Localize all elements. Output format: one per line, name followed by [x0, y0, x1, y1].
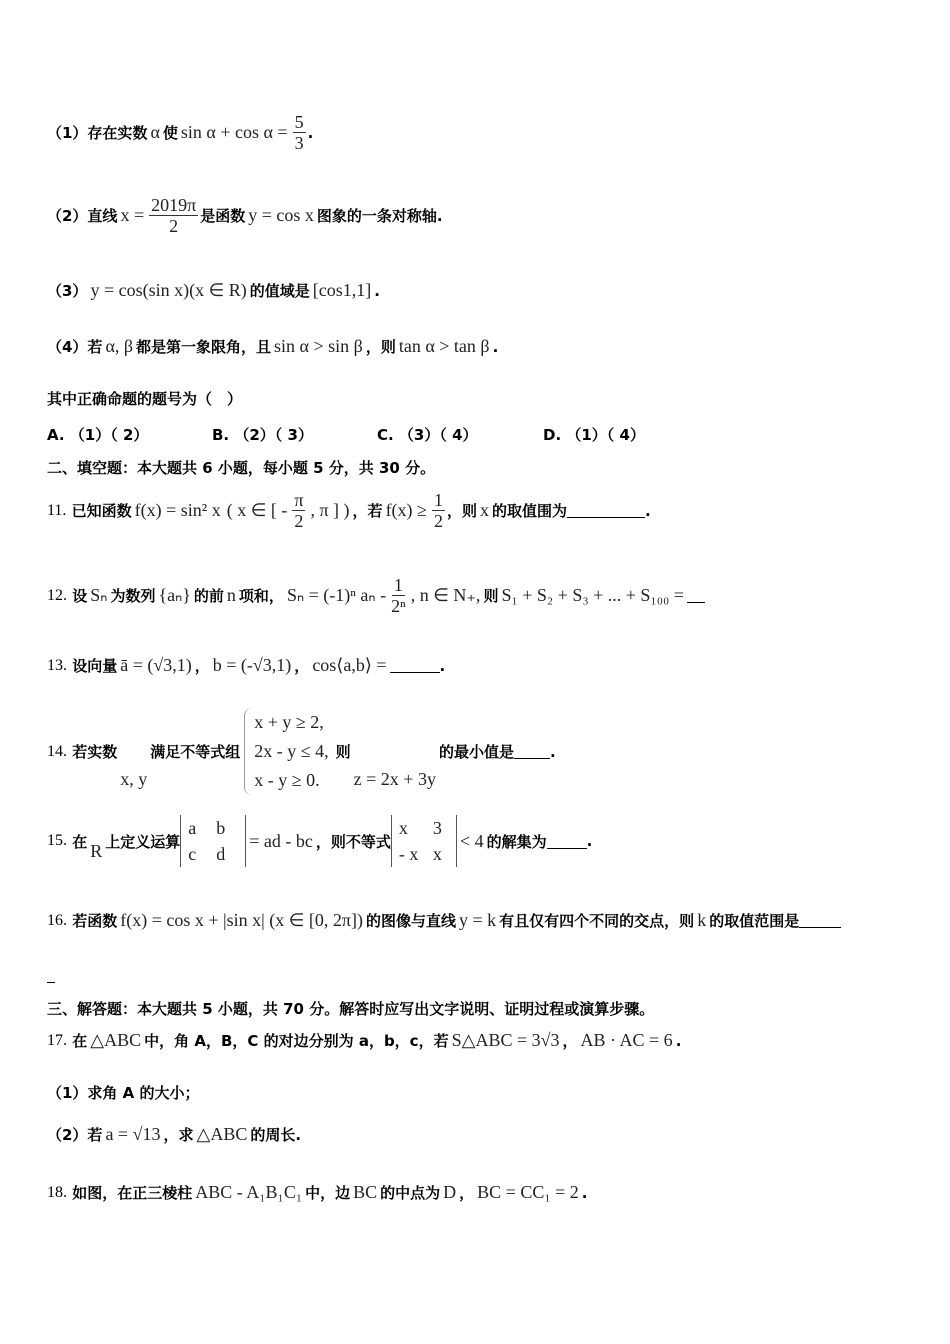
text: 中，边	[305, 1184, 351, 1202]
text: 的周长.	[250, 1126, 302, 1144]
fraction	[293, 112, 306, 153]
inequality-system	[244, 708, 331, 795]
section-2-heading: 二、填空题：本大题共 6 小题，每小题 5 分，共 30 分。	[47, 459, 436, 477]
text: 设	[72, 587, 88, 605]
inequality: x - y ≥ 0.	[254, 770, 320, 790]
answer-blank-continued[interactable]	[47, 968, 55, 983]
text: 若实数	[72, 743, 118, 761]
math: R	[90, 840, 103, 861]
option-d: D. （1）（ 4）	[543, 426, 645, 444]
answer-blank[interactable]	[567, 503, 645, 518]
statement-2	[47, 195, 443, 236]
math: f(x) = sin² x	[134, 500, 221, 520]
math: = ad - bc	[249, 830, 313, 851]
text: （2）若	[47, 1126, 103, 1144]
entry: b	[216, 818, 226, 838]
text: 是函数	[200, 207, 246, 225]
fraction	[149, 195, 198, 236]
question-number: 17.	[47, 1031, 67, 1049]
text: 有且仅有四个不同的交点，则	[499, 912, 695, 930]
text: 满足不等式组	[150, 743, 241, 761]
denominator: 2	[294, 511, 304, 531]
entry: d	[216, 844, 226, 864]
question-11	[47, 490, 651, 531]
fraction	[292, 490, 305, 531]
text: 的取值范围是	[709, 912, 800, 930]
text: .	[439, 656, 446, 675]
text: 则	[483, 587, 499, 605]
math: △ABC	[196, 1124, 248, 1144]
question-17-part-1: （1）求角 A 的大小；	[47, 1084, 200, 1102]
text: ，	[294, 657, 310, 675]
question-18	[47, 1182, 587, 1203]
label: （3）	[47, 282, 88, 300]
math: {aₙ}	[158, 585, 191, 605]
math: sin α + cos α =	[180, 122, 288, 142]
text: ，若	[352, 502, 383, 520]
text: ，	[459, 1184, 475, 1202]
text: ，求	[163, 1126, 194, 1144]
label: （4）若	[47, 338, 103, 356]
math: △ABC	[90, 1030, 142, 1050]
math: S₁ + S₂ + S₃ + ... + S₁₀₀ =	[501, 585, 684, 605]
inequality: x + y ≥ 2,	[254, 712, 324, 732]
statement-3	[47, 280, 380, 301]
question-number: 16.	[47, 911, 67, 929]
question-number: 15.	[47, 832, 67, 849]
numerator: 1	[433, 490, 443, 510]
question-13	[47, 655, 445, 676]
text: 如图，在正三棱柱	[72, 1184, 193, 1202]
question-16	[47, 910, 841, 931]
math: x, y	[120, 769, 148, 789]
answer-blank[interactable]	[547, 834, 587, 849]
math: tan α > tan β	[398, 336, 490, 356]
text: .	[374, 281, 380, 300]
text: 项和，	[238, 587, 284, 605]
text: .	[644, 501, 651, 520]
text: 在	[72, 1032, 88, 1050]
question-number: 11.	[47, 501, 67, 519]
math: f(x) = cos x + |sin x| (x ∈ [0, 2π])	[120, 910, 363, 930]
math: ABC - A₁B₁C₁	[195, 1182, 303, 1202]
text: 使	[162, 124, 178, 142]
entry: x	[398, 818, 408, 838]
determinant	[180, 815, 246, 867]
math: α, β	[105, 336, 134, 356]
answer-blank[interactable]	[47, 968, 55, 983]
inequality: 2x - y ≤ 4,	[254, 741, 329, 761]
question-prompt: 其中正确命题的题号为（ ）	[47, 390, 243, 408]
numerator: 1	[393, 575, 403, 595]
text: ，则	[446, 502, 477, 520]
math: ( x ∈ [ -	[226, 500, 288, 520]
text: ，则	[365, 338, 396, 356]
math: BC = CC₁ = 2	[477, 1182, 579, 1202]
math: ā = (√3,1)	[120, 655, 192, 675]
text: .	[307, 123, 314, 142]
text: 的图像与直线	[366, 912, 457, 930]
text: 则	[335, 743, 351, 761]
statement-4	[47, 336, 498, 357]
answer-blank[interactable]	[799, 913, 841, 928]
question-12	[47, 575, 705, 616]
math: BC	[353, 1182, 378, 1202]
math: D	[443, 1182, 457, 1202]
text: 的前	[193, 587, 224, 605]
question-number: 13.	[47, 656, 67, 674]
math: f(x) ≥	[385, 500, 427, 520]
text: 若函数	[72, 912, 118, 930]
option-c: C. （3）（ 4）	[377, 426, 478, 444]
text: 都是第一象限角，且	[136, 338, 272, 356]
text: .	[675, 1031, 682, 1050]
text: .	[549, 742, 556, 761]
text: .	[586, 832, 593, 850]
math: x =	[120, 205, 145, 225]
math: cos⟨a,b⟩ =	[312, 655, 387, 675]
text: ，	[562, 1032, 578, 1050]
question-17	[47, 1030, 681, 1051]
option-b: B. （2）（ 3）	[212, 426, 313, 444]
text: ，则不等式	[315, 832, 391, 851]
math: S△ABC = 3√3	[451, 1030, 560, 1050]
entry: a	[188, 818, 197, 838]
math: b = (-√3,1)	[212, 655, 292, 675]
numerator: 5	[294, 112, 304, 132]
text: .	[492, 337, 499, 356]
option-a: A. （1）（ 2）	[47, 426, 149, 444]
math: y = k	[459, 910, 497, 930]
math: α	[150, 122, 160, 142]
text: 的最小值是	[438, 743, 514, 761]
label: （2）直线	[47, 207, 118, 225]
text: 中，角 A，B，C 的对边分别为 a，b，c，若	[144, 1032, 449, 1050]
question-17-part-2	[47, 1124, 301, 1145]
math: , n ∈ N₊,	[410, 585, 481, 605]
math: a = √13	[105, 1124, 161, 1144]
denominator: 2	[169, 216, 179, 236]
question-14	[47, 708, 556, 795]
math: y = cos x	[248, 205, 314, 225]
text: 上定义运算	[105, 832, 181, 851]
text: 的值域是	[249, 282, 310, 300]
entry: c	[188, 844, 197, 864]
denominator: 2	[433, 511, 443, 531]
text: 已知函数	[71, 502, 132, 520]
entry: - x	[398, 844, 419, 864]
question-number: 14.	[47, 742, 67, 760]
determinant	[391, 815, 457, 867]
denominator: 3	[294, 133, 304, 153]
text: ，	[194, 657, 210, 675]
math: [cos1,1]	[312, 280, 372, 300]
math: y = cos(sin x)(x ∈ R)	[90, 280, 247, 300]
text: 图象的一条对称轴.	[316, 207, 443, 225]
fraction	[432, 490, 445, 531]
question-number: 12.	[47, 586, 67, 604]
math: k	[697, 910, 707, 930]
math: AB · AC = 6	[580, 1030, 673, 1050]
math: , π ] )	[310, 500, 350, 520]
label: （1）存在实数	[47, 124, 148, 142]
math: x	[479, 500, 489, 520]
text: 的取值围为	[491, 502, 567, 520]
fraction	[391, 575, 406, 616]
math: n	[226, 585, 236, 605]
question-15	[47, 815, 592, 867]
text: 在	[72, 832, 88, 851]
text: 的中点为	[380, 1184, 441, 1202]
text: 的解集为	[486, 832, 547, 851]
math: sin α > sin β	[274, 336, 363, 356]
statement-1	[47, 112, 313, 153]
answer-blank[interactable]	[390, 658, 440, 673]
math: z = 2x + 3y	[353, 769, 436, 789]
math: < 4	[459, 830, 484, 851]
answer-blank[interactable]	[687, 588, 705, 603]
text: 为数列	[110, 587, 156, 605]
math: Sₙ	[90, 585, 108, 605]
entry: x	[432, 844, 442, 864]
math: Sₙ = (-1)ⁿ aₙ -	[286, 585, 387, 605]
text: 设向量	[72, 657, 118, 675]
denominator: 2ⁿ	[391, 596, 406, 616]
text: .	[581, 1183, 588, 1202]
question-number: 18.	[47, 1183, 67, 1201]
numerator: 2019π	[151, 195, 197, 215]
section-3-heading: 三、解答题：本大题共 5 小题，共 70 分。解答时应写出文字说明、证明过程或演算步骤。	[47, 1000, 655, 1018]
entry: 3	[432, 818, 442, 838]
answer-blank[interactable]	[514, 744, 550, 759]
numerator: π	[294, 490, 304, 510]
